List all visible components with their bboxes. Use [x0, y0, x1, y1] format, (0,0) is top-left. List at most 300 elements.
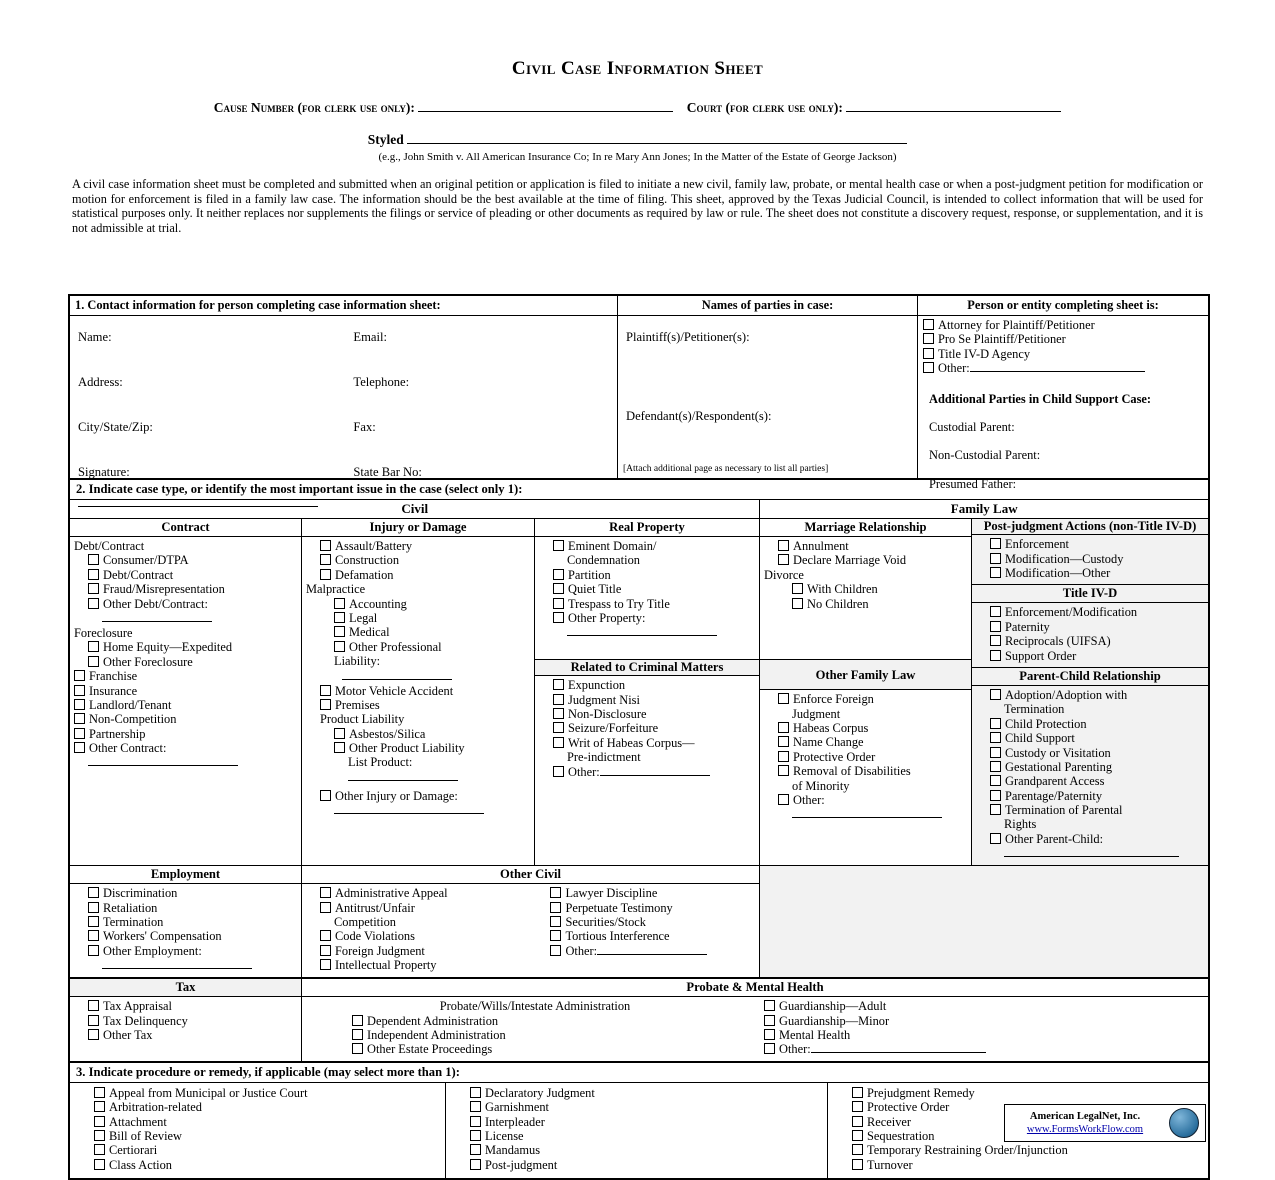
criminal-matters-title: Related to Criminal Matters [535, 659, 759, 676]
cb-non-disclosure[interactable]: Non-Disclosure [539, 707, 755, 721]
form-body [68, 294, 1210, 1180]
cb-administrative-appeal[interactable]: Administrative Appeal [306, 886, 536, 900]
checkbox-icon[interactable] [320, 790, 331, 801]
cb-tax-appraisal[interactable]: Tax Appraisal [74, 999, 297, 1013]
checkbox-icon[interactable] [88, 569, 99, 580]
cause-court-row [0, 98, 1275, 116]
cb-license[interactable]: License [456, 1129, 821, 1143]
cb-other-contract[interactable]: Other Contract: [74, 741, 297, 755]
cb-other-parent-child[interactable]: Other Parent-Child: [976, 832, 1204, 846]
checkbox-icon[interactable] [852, 1144, 863, 1155]
name-field-label[interactable]: Name: [78, 330, 112, 344]
cb-premises[interactable]: Premises [306, 698, 530, 712]
checkbox-icon[interactable] [553, 737, 564, 748]
cb-appeal-municipal[interactable]: Appeal from Municipal or Justice Court [80, 1086, 439, 1100]
cb-expunction[interactable]: Expunction [539, 678, 755, 692]
email-field-label[interactable]: Email: [353, 330, 387, 344]
checkbox-icon[interactable] [88, 945, 99, 956]
column-tax [70, 979, 302, 1061]
checkbox-icon[interactable] [778, 751, 789, 762]
cb-pj-mod-other[interactable]: Modification—Other [976, 566, 1204, 580]
cb-enforce-foreign-judgment[interactable]: Enforce Foreign [764, 692, 967, 706]
cb-discrimination[interactable]: Discrimination [74, 886, 297, 900]
cb-judgment-nisi[interactable]: Judgment Nisi [539, 693, 755, 707]
cb-habeas-corpus[interactable]: Habeas Corpus [764, 721, 967, 735]
citystatezip-field-label[interactable]: City/State/Zip: [78, 420, 153, 434]
parent-child-title: Parent-Child Relationship [972, 667, 1208, 686]
cb-emp-termination[interactable]: Termination [74, 915, 297, 929]
list-product-input[interactable] [348, 770, 458, 781]
checkbox-icon[interactable] [88, 598, 99, 609]
checkbox-icon[interactable] [470, 1159, 481, 1170]
noncustodial-parent-label[interactable]: Non-Custodial Parent: [929, 448, 1041, 463]
page-title: Civil Case Information Sheet [511, 58, 764, 79]
real-property-title: Real Property [535, 519, 759, 537]
checkbox-icon[interactable] [852, 1159, 863, 1170]
cb-ivd-paternity[interactable]: Paternity [976, 620, 1204, 634]
cb-garnishment[interactable]: Garnishment [456, 1100, 821, 1114]
cb-non-competition[interactable]: Non-Competition [74, 712, 297, 726]
checkbox-icon[interactable] [334, 612, 345, 623]
cb-declaratory-judgment[interactable]: Declaratory Judgment [456, 1086, 821, 1100]
cb-other-foreclosure[interactable]: Other Foreclosure [74, 655, 297, 669]
checkbox-icon[interactable] [792, 598, 803, 609]
other-property-input[interactable] [567, 625, 717, 636]
checkbox-icon[interactable] [88, 1000, 99, 1011]
other-employment-input[interactable] [102, 958, 252, 969]
competition-text: Competition [334, 915, 396, 930]
checkbox-icon[interactable] [550, 902, 561, 913]
checkbox-icon[interactable] [778, 554, 789, 565]
column-other-civil [302, 866, 760, 977]
cb-writ-habeas[interactable]: Writ of Habeas Corpus— [539, 736, 755, 750]
cb-antitrust[interactable]: Antitrust/Unfair [306, 901, 536, 915]
checkbox-icon[interactable] [74, 728, 85, 739]
cb-sequestration[interactable]: Sequestration [838, 1129, 1202, 1143]
other-parent-child-input[interactable] [1004, 846, 1179, 857]
tax-title: Tax [70, 979, 301, 997]
fax-field-label[interactable]: Fax: [353, 420, 376, 434]
column-injury [302, 519, 535, 865]
cb-pj-mod-custody[interactable]: Modification—Custody [976, 552, 1204, 566]
cb-pj-enforcement[interactable]: Enforcement [976, 537, 1204, 551]
checkbox-icon[interactable] [88, 930, 99, 941]
cb-other-property[interactable]: Other Property: [539, 611, 755, 625]
checkbox-icon[interactable] [88, 1029, 99, 1040]
cb-trespass-try-title[interactable]: Trespass to Try Title [539, 597, 755, 611]
checkbox-icon[interactable] [74, 699, 85, 710]
cb-fraud[interactable]: Fraud/Misrepresentation [74, 582, 297, 596]
cb-assault-battery[interactable]: Assault/Battery [306, 539, 530, 553]
cb-other-estate-proceedings[interactable]: Other Estate Proceedings [306, 1042, 764, 1056]
checkbox-icon[interactable] [923, 348, 934, 359]
checkbox-icon[interactable] [320, 569, 331, 580]
cb-parentage-paternity[interactable]: Parentage/Paternity [976, 789, 1204, 803]
entity-heading: Person or entity completing sheet is: [918, 296, 1208, 316]
civil-header: Civil [70, 500, 760, 518]
checkbox-icon[interactable] [334, 598, 345, 609]
checkbox-icon[interactable] [553, 694, 564, 705]
cb-other-civil-other[interactable]: Other: [536, 944, 755, 958]
product-liability-label: Product Liability [320, 712, 405, 727]
footer-company: American LegalNet, Inc. [1029, 1110, 1141, 1122]
cb-mental-health[interactable]: Mental Health [764, 1028, 1204, 1042]
cb-child-support[interactable]: Child Support [976, 731, 1204, 745]
cb-securities-stock[interactable]: Securities/Stock [536, 915, 755, 929]
attach-note: [Attach additional page as necessary to list all parties] [623, 464, 829, 474]
employment-othercivil-row [70, 865, 1208, 977]
checkbox-icon[interactable] [990, 567, 1001, 578]
cb-grandparent-access[interactable]: Grandparent Access [976, 774, 1204, 788]
cb-debt-contract[interactable]: Debt/Contract [74, 568, 297, 582]
other-family-input[interactable] [792, 807, 942, 818]
cb-protective-order[interactable]: Protective Order [764, 750, 967, 764]
cb-landlord-tenant[interactable]: Landlord/Tenant [74, 698, 297, 712]
cb-eminent-domain[interactable]: Eminent Domain/ [539, 539, 755, 553]
cb-annulment[interactable]: Annulment [764, 539, 967, 553]
cb-termination-parental-rights[interactable]: Termination of Parental [976, 803, 1204, 817]
other-injury-input[interactable] [334, 803, 484, 814]
employment-title: Employment [70, 866, 301, 884]
checkbox-icon[interactable] [88, 902, 99, 913]
checkbox-icon[interactable] [470, 1144, 481, 1155]
checkbox-icon[interactable] [778, 736, 789, 747]
checkbox-icon[interactable] [320, 540, 331, 551]
section-1-heading: 1. Contact information for person completing case information sheet: [70, 296, 617, 316]
cb-dependent-administration[interactable]: Dependent Administration [306, 1014, 764, 1028]
probate-title: Probate & Mental Health [302, 979, 1208, 997]
entity-block [918, 296, 1208, 491]
cb-retaliation[interactable]: Retaliation [74, 901, 297, 915]
entity-option-attorney[interactable]: Attorney for Plaintiff/Petitioner [923, 318, 1203, 332]
entity-other-input[interactable] [970, 361, 1145, 372]
checkbox-icon[interactable] [470, 1101, 481, 1112]
cb-perpetuate-testimony[interactable]: Perpetuate Testimony [536, 901, 755, 915]
cb-workers-comp[interactable]: Workers' Compensation [74, 929, 297, 943]
section-3-heading: 3. Indicate procedure or remedy, if applicable (may select more than 1): [70, 1063, 1208, 1083]
cb-child-protection[interactable]: Child Protection [976, 717, 1204, 731]
cb-bill-of-review[interactable]: Bill of Review [80, 1129, 439, 1143]
checkbox-icon[interactable] [990, 621, 1001, 632]
entity-option-prose[interactable]: Pro Se Plaintiff/Petitioner [923, 332, 1203, 346]
section-2-heading: 2. Indicate case type, or identify the most important issue in the case (select only 1): [70, 480, 1208, 500]
cb-intellectual-property[interactable]: Intellectual Property [306, 958, 536, 972]
cb-lawyer-discipline[interactable]: Lawyer Discipline [536, 886, 755, 900]
section-2 [70, 478, 1208, 1061]
checkbox-icon[interactable] [778, 693, 789, 704]
cb-foreign-judgment[interactable]: Foreign Judgment [306, 944, 536, 958]
cb-other-family[interactable]: Other: [764, 793, 967, 807]
globe-icon [1169, 1108, 1199, 1138]
court-input[interactable] [846, 98, 1061, 112]
cb-consumer-dtpa[interactable]: Consumer/DTPA [74, 553, 297, 567]
checkbox-icon[interactable] [550, 930, 561, 941]
foreign-judgment-text: Judgment [792, 706, 841, 721]
checkbox-icon[interactable] [923, 319, 934, 330]
styled-input[interactable] [407, 130, 907, 144]
checkbox-icon[interactable] [852, 1087, 863, 1098]
column-marriage [760, 519, 972, 865]
checkbox-icon[interactable] [320, 887, 331, 898]
checkbox-icon[interactable] [764, 1015, 775, 1026]
checkbox-icon[interactable] [923, 333, 934, 344]
rights-text: Rights [1004, 817, 1037, 832]
checkbox-icon[interactable] [852, 1130, 863, 1141]
cb-adoption[interactable]: Adoption/Adoption with [976, 688, 1204, 702]
checkbox-icon[interactable] [990, 804, 1001, 815]
checkbox-icon[interactable] [94, 1116, 105, 1127]
parties-block [618, 296, 918, 478]
entity-option-titleivd[interactable]: Title IV-D Agency [923, 347, 1203, 361]
cb-franchise[interactable]: Franchise [74, 669, 297, 683]
checkbox-icon[interactable] [990, 635, 1001, 646]
checkbox-icon[interactable] [990, 775, 1001, 786]
other-contract-input[interactable] [88, 755, 238, 766]
other-family-title: Other Family Law [760, 659, 971, 690]
cause-number-label: Cause Number (for clerk use only): [213, 100, 415, 115]
checkbox-icon[interactable] [94, 1087, 105, 1098]
tax-probate-row [70, 977, 1208, 1061]
cb-other-debt[interactable]: Other Debt/Contract: [74, 597, 297, 611]
checkbox-icon[interactable] [852, 1116, 863, 1127]
presumed-father-label[interactable]: Presumed Father: [929, 476, 1017, 491]
cb-no-children[interactable]: No Children [764, 597, 967, 611]
termination-text: Termination [1004, 702, 1065, 717]
cb-independent-administration[interactable]: Independent Administration [306, 1028, 764, 1042]
family-filler [760, 866, 1208, 977]
remedy-col-2 [446, 1083, 828, 1178]
checkbox-icon[interactable] [352, 1015, 363, 1026]
checkbox-icon[interactable] [88, 583, 99, 594]
checkbox-icon[interactable] [88, 887, 99, 898]
cb-with-children[interactable]: With Children [764, 582, 967, 596]
foreclosure-group-label: Foreclosure [74, 625, 133, 640]
footer-url[interactable]: www.FormsWorkFlow.com [1026, 1124, 1144, 1135]
checkbox-icon[interactable] [88, 916, 99, 927]
checkbox-icon[interactable] [923, 362, 934, 373]
checkbox-icon[interactable] [352, 1043, 363, 1054]
checkbox-icon[interactable] [74, 742, 85, 753]
checkbox-icon[interactable] [94, 1144, 105, 1155]
cb-tax-delinquency[interactable]: Tax Delinquency [74, 1014, 297, 1028]
checkbox-icon[interactable] [553, 569, 564, 580]
checkbox-icon[interactable] [94, 1159, 105, 1170]
cb-protective-order-remedy[interactable]: Protective Order [838, 1100, 1202, 1114]
cb-asbestos-silica[interactable]: Asbestos/Silica [306, 727, 530, 741]
checkbox-icon[interactable] [88, 554, 99, 565]
checkbox-icon[interactable] [88, 641, 99, 652]
cb-removal-disabilities[interactable]: Removal of Disabilities [764, 764, 967, 778]
checkbox-icon[interactable] [553, 708, 564, 719]
condemnation-text: Condemnation [567, 553, 640, 568]
malpractice-liability-label: Liability: [334, 654, 381, 669]
telephone-field-label[interactable]: Telephone: [353, 375, 410, 389]
cb-defamation[interactable]: Defamation [306, 568, 530, 582]
intro-paragraph: A civil case information sheet must be completed and submitted when an original petition or application is filed to initiate a new civil, family law, probate, or mental health case or when a post-judgment petition for modification or motion for enforcement is filed in a family law case. The information should be the best available at the time of filing. This sheet, approved by the Texas Judicial Council, is intended to collect information that will be used for statistical purposes only. It neither replaces nor supplements the filings or service of pleading or other documents as required by law or rule. The sheet does not constitute a discovery request, response, or supplementation, and it is not admissible at trial. [72, 177, 1203, 235]
checkbox-icon[interactable] [320, 902, 331, 913]
cb-quiet-title[interactable]: Quiet Title [539, 582, 755, 596]
checkbox-icon[interactable] [852, 1101, 863, 1112]
cb-probate-other[interactable]: Other: [764, 1042, 1204, 1056]
footer-stamp [1004, 1104, 1206, 1142]
cb-criminal-other[interactable]: Other: [539, 765, 755, 779]
criminal-other-input[interactable] [600, 765, 710, 776]
styled-label: Styled [367, 132, 404, 147]
checkbox-icon[interactable] [553, 583, 564, 594]
checkbox-icon[interactable] [553, 598, 564, 609]
column-contract [70, 519, 302, 865]
other-debt-input[interactable] [102, 611, 212, 622]
checkbox-icon[interactable] [334, 728, 345, 739]
column-postjudgment [972, 519, 1208, 865]
checkbox-icon[interactable] [553, 540, 564, 551]
malpractice-label: Malpractice [306, 582, 366, 597]
cb-code-violations[interactable]: Code Violations [306, 929, 536, 943]
checkbox-icon[interactable] [320, 554, 331, 565]
checkbox-icon[interactable] [334, 641, 345, 652]
cb-ivd-reciprocals[interactable]: Reciprocals (UIFSA) [976, 634, 1204, 648]
checkbox-icon[interactable] [352, 1029, 363, 1040]
cb-legal[interactable]: Legal [306, 611, 530, 625]
checkbox-icon[interactable] [550, 887, 561, 898]
cause-number-input[interactable] [418, 98, 673, 112]
checkbox-icon[interactable] [320, 930, 331, 941]
cb-other-injury[interactable]: Other Injury or Damage: [306, 785, 530, 803]
entity-option-other[interactable]: Other: [923, 361, 1203, 375]
cb-medical[interactable]: Medical [306, 625, 530, 639]
cb-accounting[interactable]: Accounting [306, 597, 530, 611]
cb-home-equity[interactable]: Home Equity—Expedited [74, 640, 297, 654]
cb-custody-visitation[interactable]: Custody or Visitation [976, 746, 1204, 760]
checkbox-icon[interactable] [320, 959, 331, 970]
list-product-label: List Product: [348, 755, 413, 770]
cb-mandamus[interactable]: Mandamus [456, 1143, 821, 1157]
checkbox-icon[interactable] [553, 722, 564, 733]
checkbox-icon[interactable] [550, 945, 561, 956]
cb-attachment[interactable]: Attachment [80, 1115, 439, 1129]
checkbox-icon[interactable] [470, 1130, 481, 1141]
cb-post-judgment[interactable]: Post-judgment [456, 1158, 821, 1172]
checkbox-icon[interactable] [88, 656, 99, 667]
signature-field-label[interactable]: Signature: [78, 465, 130, 479]
checkbox-icon[interactable] [990, 732, 1001, 743]
family-header: Family Law [950, 501, 1018, 516]
cb-interpleader[interactable]: Interpleader [456, 1115, 821, 1129]
checkbox-icon[interactable] [990, 689, 1001, 700]
cb-turnover[interactable]: Turnover [838, 1158, 1202, 1172]
checkbox-icon[interactable] [764, 1000, 775, 1011]
cb-other-tax[interactable]: Other Tax [74, 1028, 297, 1042]
plaintiff-label[interactable]: Plaintiff(s)/Petitioner(s): [626, 330, 750, 344]
cb-partition[interactable]: Partition [539, 568, 755, 582]
cb-other-employment[interactable]: Other Employment: [74, 944, 297, 958]
custodial-parent-label[interactable]: Custodial Parent: [929, 419, 1015, 434]
checkbox-icon[interactable] [764, 1043, 775, 1054]
cb-seizure-forfeiture[interactable]: Seizure/Forfeiture [539, 721, 755, 735]
checkbox-icon[interactable] [88, 1015, 99, 1026]
checkbox-icon[interactable] [792, 583, 803, 594]
other-civil-other-input[interactable] [597, 944, 707, 955]
defendant-label[interactable]: Defendant(s)/Respondent(s): [626, 409, 772, 423]
cb-name-change[interactable]: Name Change [764, 735, 967, 749]
checkbox-icon[interactable] [470, 1116, 481, 1127]
checkbox-icon[interactable] [553, 766, 564, 777]
column-probate [302, 979, 1208, 1061]
cb-construction[interactable]: Construction [306, 553, 530, 567]
checkbox-icon[interactable] [778, 722, 789, 733]
marriage-title: Marriage Relationship [760, 519, 971, 537]
cb-guardianship-minor[interactable]: Guardianship—Minor [764, 1014, 1204, 1028]
document-page [0, 58, 1275, 1172]
checkbox-icon[interactable] [94, 1101, 105, 1112]
checkbox-icon[interactable] [74, 670, 85, 681]
cb-receiver[interactable]: Receiver [838, 1115, 1202, 1129]
checkbox-icon[interactable] [990, 538, 1001, 549]
checkbox-icon[interactable] [990, 833, 1001, 844]
cb-ivd-support-order[interactable]: Support Order [976, 649, 1204, 663]
parties-heading: Names of parties in case: [618, 296, 917, 316]
checkbox-icon[interactable] [470, 1087, 481, 1098]
probate-subtitle: Probate/Wills/Intestate Administration [439, 999, 631, 1014]
cb-guardianship-adult[interactable]: Guardianship—Adult [764, 999, 1204, 1013]
cb-arbitration-related[interactable]: Arbitration-related [80, 1100, 439, 1114]
checkbox-icon[interactable] [553, 612, 564, 623]
probate-other-input[interactable] [811, 1042, 986, 1053]
checkbox-icon[interactable] [550, 916, 561, 927]
cb-gestational-parenting[interactable]: Gestational Parenting [976, 760, 1204, 774]
cb-tro-injunction[interactable]: Temporary Restraining Order/Injunction [838, 1143, 1202, 1157]
checkbox-icon[interactable] [320, 945, 331, 956]
checkbox-icon[interactable] [990, 761, 1001, 772]
checkbox-icon[interactable] [990, 747, 1001, 758]
cb-prejudgment-remedy[interactable]: Prejudgment Remedy [838, 1086, 1202, 1100]
cb-partnership[interactable]: Partnership [74, 727, 297, 741]
checkbox-icon[interactable] [320, 685, 331, 696]
checkbox-icon[interactable] [334, 742, 345, 753]
checkbox-icon[interactable] [778, 540, 789, 551]
checkbox-icon[interactable] [990, 790, 1001, 801]
checkbox-icon[interactable] [764, 1029, 775, 1040]
cb-class-action[interactable]: Class Action [80, 1158, 439, 1172]
cb-ivd-enforcement-mod[interactable]: Enforcement/Modification [976, 605, 1204, 619]
checkbox-icon[interactable] [320, 699, 331, 710]
pre-indictment-text: Pre-indictment [567, 750, 641, 765]
statebar-field-label[interactable]: State Bar No: [353, 465, 422, 479]
remedy-col-1 [70, 1083, 446, 1178]
checkbox-icon[interactable] [990, 718, 1001, 729]
of-minority-text: of Minority [792, 778, 850, 793]
checkbox-icon[interactable] [334, 626, 345, 637]
cb-motor-vehicle[interactable]: Motor Vehicle Accident [306, 684, 530, 698]
checkbox-icon[interactable] [990, 606, 1001, 617]
cb-certiorari[interactable]: Certiorari [80, 1143, 439, 1157]
checkbox-icon[interactable] [74, 713, 85, 724]
checkbox-icon[interactable] [74, 685, 85, 696]
checkbox-icon[interactable] [94, 1130, 105, 1141]
cb-other-professional[interactable]: Other Professional [306, 640, 530, 654]
cb-declare-marriage-void[interactable]: Declare Marriage Void [764, 553, 967, 567]
checkbox-icon[interactable] [778, 765, 789, 776]
cb-other-product-liability[interactable]: Other Product Liability [306, 741, 530, 755]
address-field-label[interactable]: Address: [78, 375, 123, 389]
cb-tortious-interference[interactable]: Tortious Interference [536, 929, 755, 943]
checkbox-icon[interactable] [553, 679, 564, 690]
malpractice-liability-input[interactable] [342, 669, 452, 680]
checkbox-icon[interactable] [990, 553, 1001, 564]
checkbox-icon[interactable] [990, 650, 1001, 661]
cb-insurance[interactable]: Insurance [74, 684, 297, 698]
checkbox-icon[interactable] [778, 794, 789, 805]
